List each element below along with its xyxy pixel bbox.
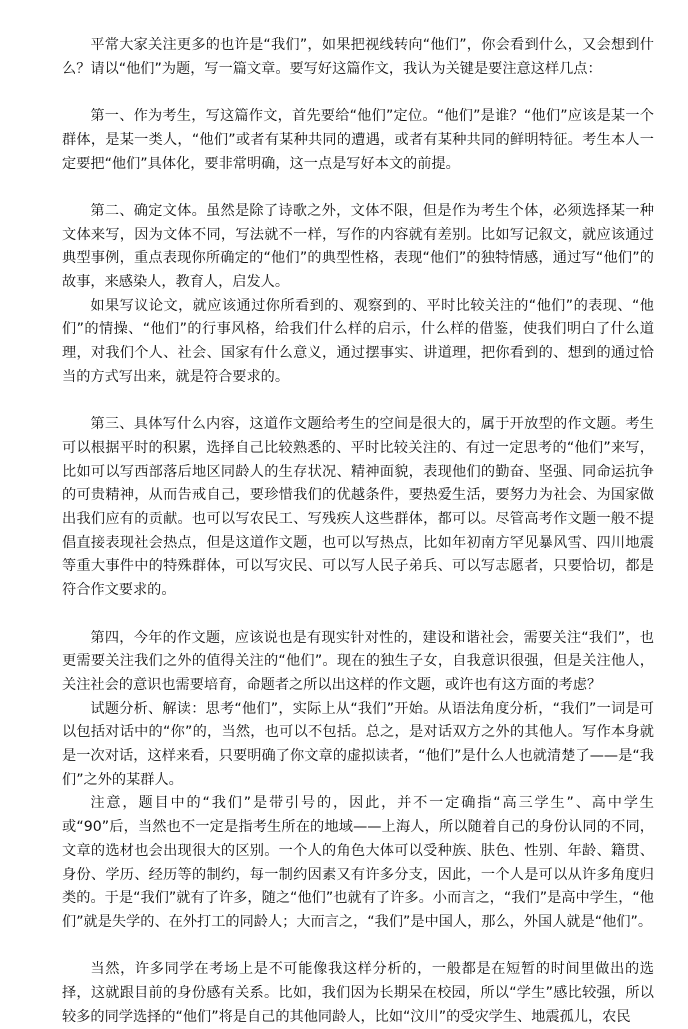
paragraph-gap — [62, 176, 654, 200]
paragraph-point-4: 第四，今年的作文题，应该说也是有现实针对性的，建设和谐社会，需要关注“我们”，也更需要关注我们之外的值得关注的“他们”。现在的独生子女，自我意识很强，但是关注他人，关注社会的意识也需要培育，命题者之所以出这样的作文题，或许也有这方面的考虑？ — [62, 629, 654, 693]
paragraph-intro: 平常大家关注更多的也许是“我们”，如果把视线转向“他们”，你会看到什么，又会想到什么？请以“他们”为题，写一篇文章。要写好这篇作文，我认为关键是要注意这样几点： — [62, 37, 654, 77]
paragraph-conclusion: 当然，许多同学在考场上是不可能像我这样分析的，一般都是在短暂的时间里做出的选择，这就跟目前的身份感有关系。比如，我们因为长期呆在校园，所以“学生”感比较强，所以较多的同学选择的“他们”将是自己的其他同龄人，比如“汶川”的受灾学生、地震孤儿，农民 — [62, 961, 654, 1025]
paragraph-gap — [62, 390, 654, 414]
paragraph-gap — [62, 935, 654, 959]
paragraph-gap — [62, 81, 654, 105]
paragraph-note: 注意，题目中的“我们”是带引号的，因此，并不一定确指“高三学生”、高中学生或“90”后，当然也不一定是指考生所在的地域——上海人，所以随着自己的身份认同的不同，文章的选材也会出现很大的区别。一个人的角色大体可以受种族、肤色、性别、年龄、籍贯、身份、学历、经历等的制约，每一制约因素又有许多分支，因此，一个人是可以从许多角度归类的。于是“我们”就有了许多，随之“他们”也就有了许多。小而言之，“我们”是高中学生，“他们”就是失学的、在外打工的同龄人；大而言之，“我们”是中国人，那么，外国人就是“他们”。 — [62, 795, 654, 930]
paragraph-point-3: 第三、具体写什么内容，这道作文题给考生的空间是很大的，属于开放型的作文题。考生可以根据平时的积累，选择自己比较熟悉的、平时比较关注的、有过一定思考的“他们”来写，比如可以写西部落后地区同龄人的生存状况、精神面貌，表现他们的勤奋、坚强、同命运抗争的可贵精神，从而告戒自己，要珍惜我们的优越条件，要热爱生活，要努力为社会、为国家做出我们应有的贡献。也可以写农民工、写残疾人这些群体，都可以。尽管高考作文题一般不提倡直接表现社会热点，但是这道作文题，也可以写热点，比如年初南方罕见暴风雪、四川地震等重大事件中的特殊群体，可以写灾民、可以写人民子弟兵、可以写志愿者，只要恰切，都是符合作文要求的。 — [62, 416, 654, 599]
paragraph-point-1: 第一、作为考生，写这篇作文，首先要给“他们”定位。“他们”是谁？“他们”应该是某一个群体，是某一类人，“他们”或者有某种共同的遭遇，或者有某种共同的鲜明特征。考生本人一定要把“他们”具体化，要非常明确，这一点是写好本文的前提。 — [62, 108, 654, 172]
paragraph-point-2-argument: 如果写议论文，就应该通过你所看到的、观察到的、平时比较关注的“他们”的表现、“他们”的情操、“他们”的行事风格，给我们什么样的启示，什么样的借鉴，使我们明白了什么道理，对我们个人、社会、国家有什么意义，通过摆事实、讲道理，把你看到的、想到的通过恰当的方式写出来，就是符合要求的。 — [62, 297, 654, 385]
paragraph-point-2: 第二、确定文体。虽然是除了诗歌之外，文体不限，但是作为考生个体，必须选择某一种文体来写，因为文体不同，写法就不一样，写作的内容就有差别。比如写记叙文，就应该通过典型事例，重点表现你所确定的“他们”的典型性格，表现“他们”的独特情感，通过写“他们”的故事，来感染人，教育人，启发人。 — [62, 202, 654, 290]
paragraph-analysis: 试题分析、解读：思考“他们”，实际上从“我们”开始。从语法角度分析，“我们”一词是可以包括对话中的“你”的，当然，也可以不包括。总之，是对话双方之外的其他人。写作本身就是一次对话，这样来看，只要明确了你文章的虚拟读者，“他们”是什么人也就清楚了——是“我们”之外的某群人。 — [62, 700, 654, 788]
paragraph-gap — [62, 603, 654, 627]
